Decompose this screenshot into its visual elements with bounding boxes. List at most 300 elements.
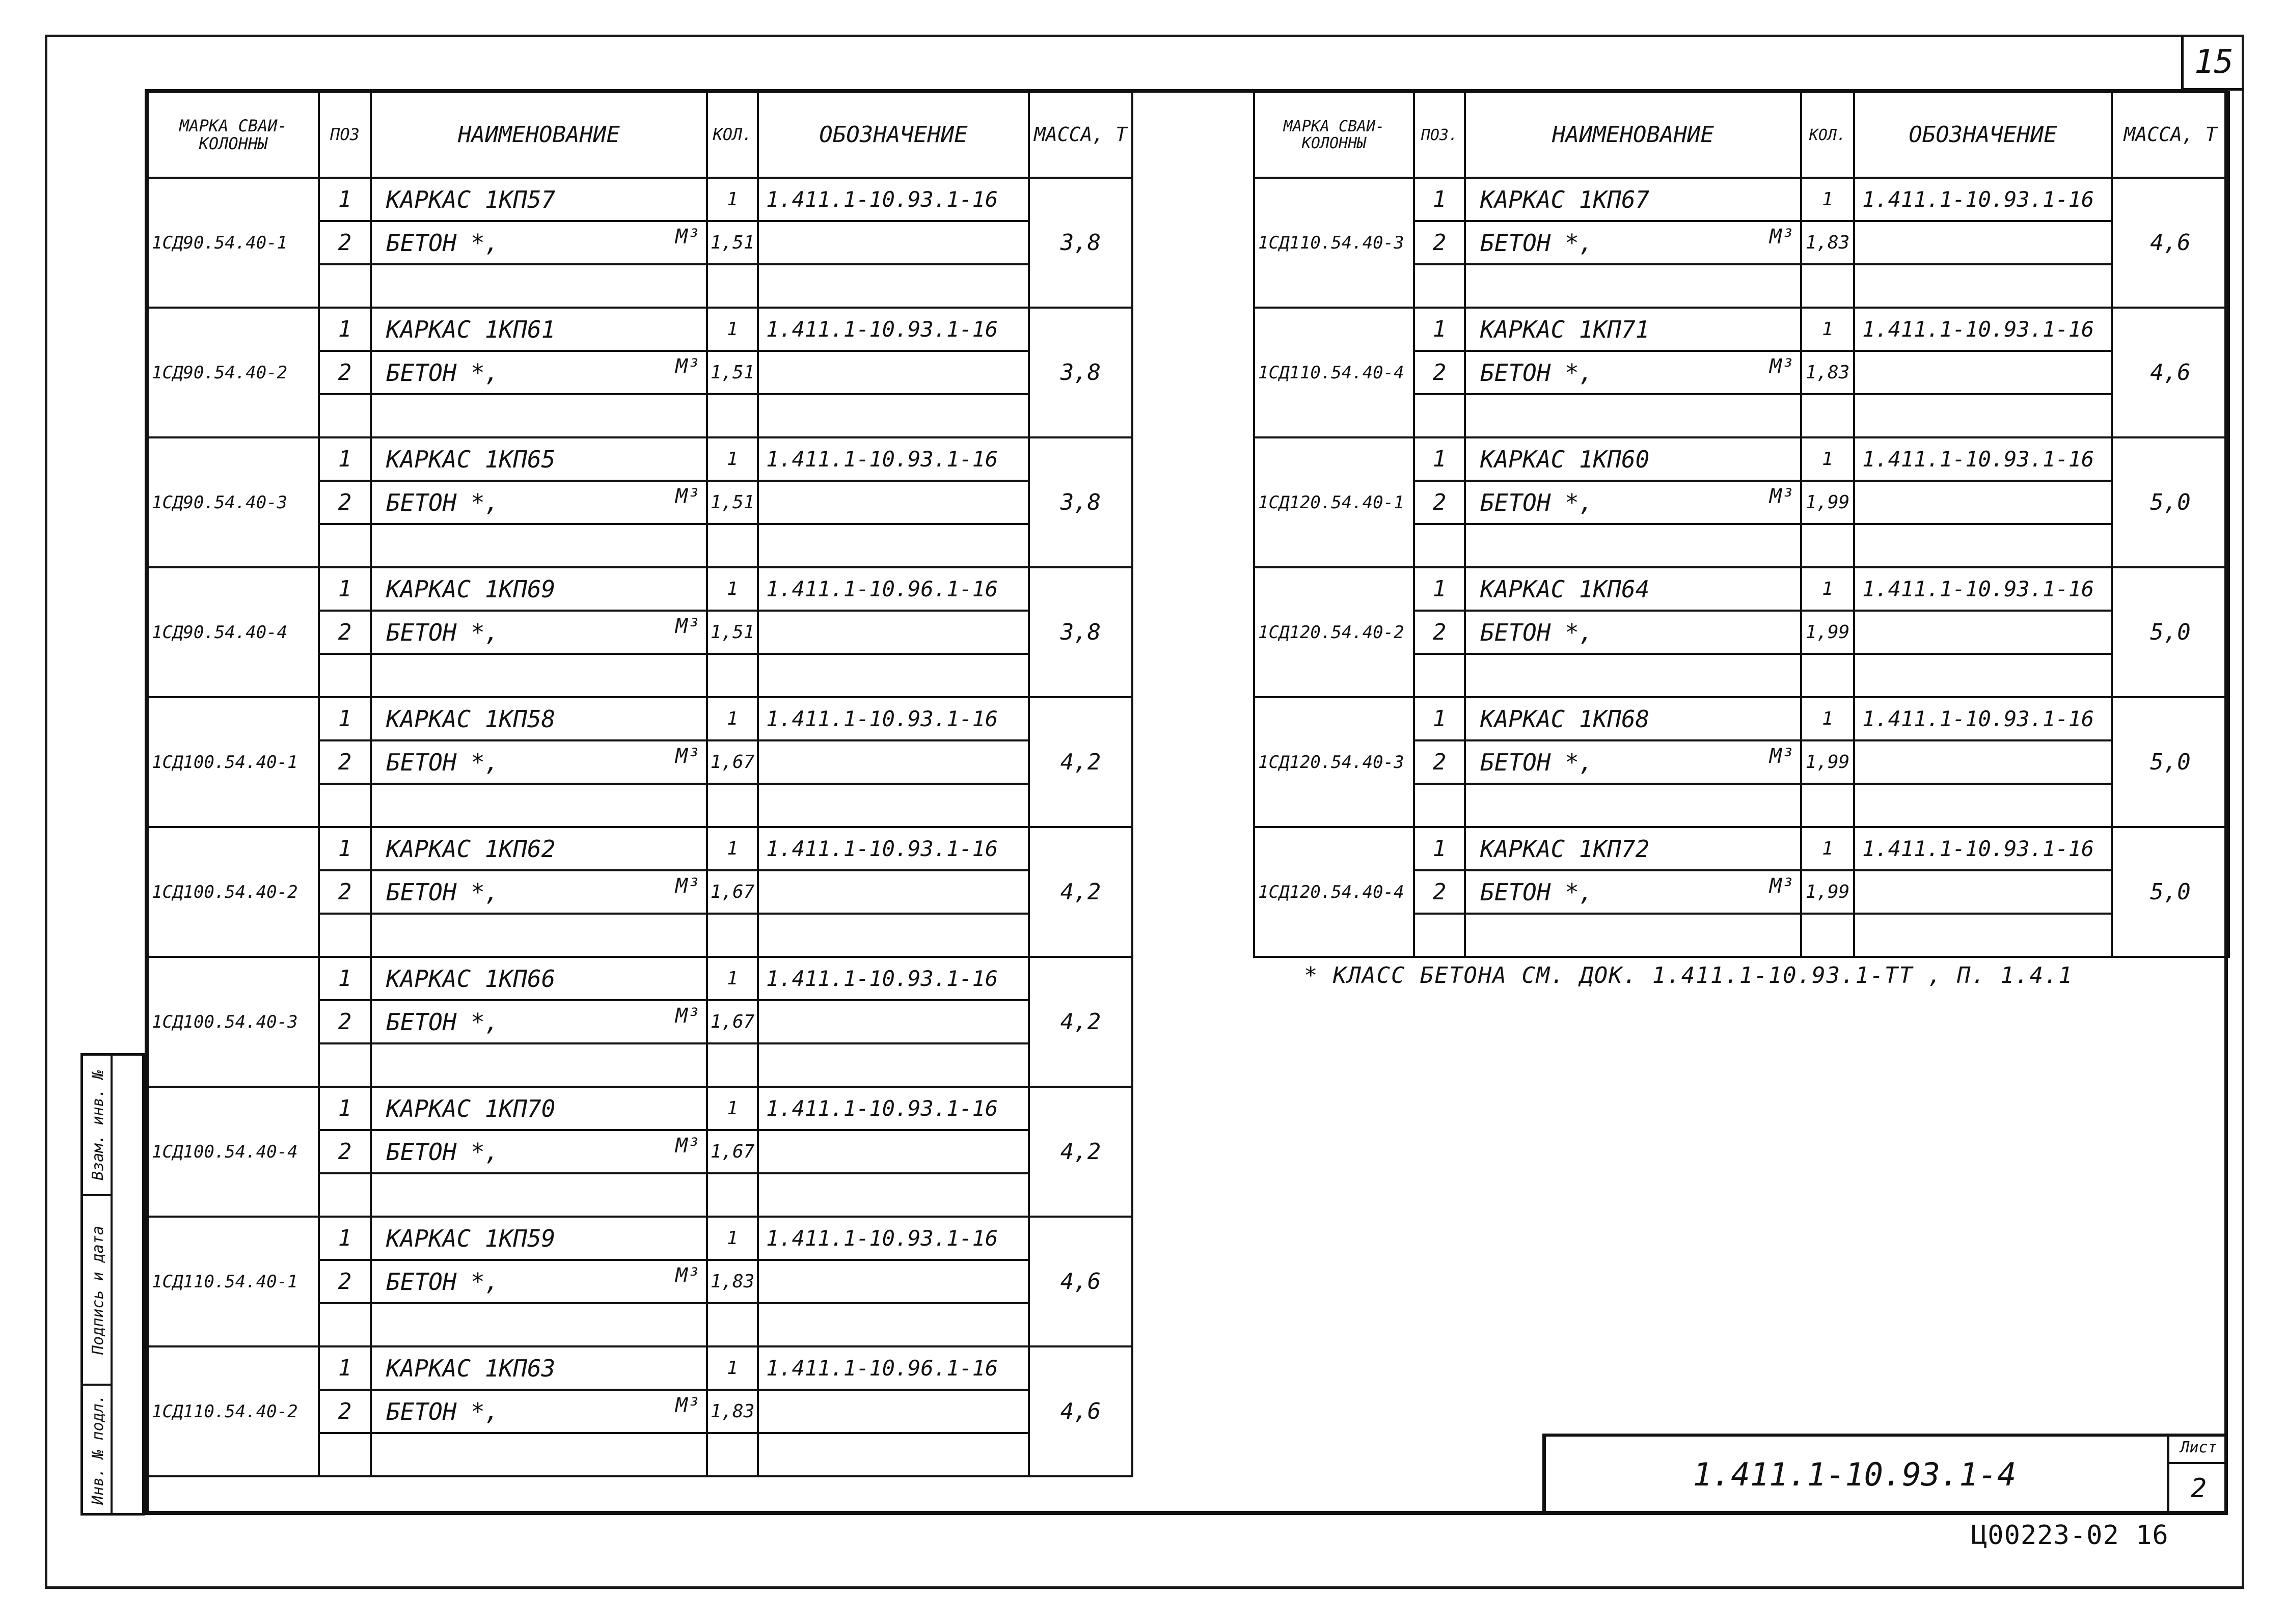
item-designation-empty (758, 654, 1029, 697)
item-quantity: 1 (707, 437, 758, 481)
column-mark: 1СД110.54.40-4 (1254, 308, 1414, 437)
item-name-text: КАРКАС 1КП65 (386, 445, 556, 473)
item-name (1465, 740, 1801, 784)
item-quantity: 1,83 (707, 1260, 758, 1303)
header-mass: МАССА, Т (2112, 92, 2229, 178)
side-stamp-label: Инв. № подл. (89, 1394, 107, 1505)
position-number-empty (319, 784, 371, 827)
item-name (1465, 481, 1801, 524)
item-quantity: 1 (1801, 308, 1854, 351)
item-quantity: 1,99 (1801, 740, 1854, 784)
header-qty: КОЛ. (1801, 92, 1854, 178)
position-number: 1 (319, 957, 371, 1000)
item-designation (758, 1260, 1029, 1303)
item-name-text: КАРКАС 1КП61 (386, 315, 556, 343)
item-quantity: 1,99 (1801, 611, 1854, 654)
spec-row (1254, 178, 2229, 221)
item-name (371, 611, 707, 654)
item-name (371, 740, 707, 784)
item-name-text: КАРКАС 1КП70 (386, 1094, 556, 1122)
item-designation (758, 1390, 1029, 1433)
item-quantity-empty (1801, 394, 1854, 437)
item-designation-empty (758, 524, 1029, 567)
item-name-text: БЕТОН *, (1480, 229, 1593, 257)
position-number-empty (1414, 264, 1465, 308)
position-number-empty (319, 264, 371, 308)
position-number-empty (1414, 394, 1465, 437)
item-quantity: 1,99 (1801, 481, 1854, 524)
item-name-empty (371, 914, 707, 957)
side-stamp-label: Взам. инв. № (89, 1069, 107, 1180)
item-designation (1854, 221, 2112, 264)
position-number: 2 (319, 1130, 371, 1173)
item-quantity: 1 (1801, 827, 1854, 870)
item-designation: 1.411.1-10.93.1-16 (758, 437, 1029, 481)
position-number-empty (319, 394, 371, 437)
item-quantity: 1 (707, 957, 758, 1000)
item-unit: М³ (1769, 745, 1794, 768)
item-name (371, 221, 707, 264)
position-number: 1 (1414, 178, 1465, 221)
item-quantity: 1,83 (707, 1390, 758, 1433)
column-mark: 1СД110.54.40-1 (148, 1217, 319, 1346)
sheet-number: 15 (2181, 36, 2244, 91)
item-name (371, 957, 707, 1000)
spec-row (1254, 827, 2229, 870)
item-quantity: 1 (707, 1217, 758, 1260)
position-number: 2 (319, 870, 371, 914)
spec-row (1254, 697, 2229, 740)
item-designation-empty (1854, 784, 2112, 827)
item-designation (758, 870, 1029, 914)
item-designation (758, 1000, 1029, 1043)
item-name-empty (371, 394, 707, 437)
item-name (371, 1346, 707, 1390)
side-stamp-cell (83, 1386, 113, 1513)
column-mark: 1СД100.54.40-2 (148, 827, 319, 957)
position-number: 2 (319, 1390, 371, 1433)
header-pos: ПОЗ (319, 92, 371, 178)
item-name-text: БЕТОН *, (386, 488, 499, 516)
item-name (1465, 437, 1801, 481)
item-name-text: БЕТОН *, (1480, 488, 1593, 516)
item-mass: 4,6 (2112, 308, 2229, 437)
position-number: 1 (319, 827, 371, 870)
item-quantity: 1 (1801, 437, 1854, 481)
spec-row (148, 1217, 1132, 1260)
item-designation (1854, 870, 2112, 914)
position-number: 2 (319, 1000, 371, 1043)
item-designation: 1.411.1-10.93.1-16 (758, 697, 1029, 740)
item-name-text: КАРКАС 1КП58 (386, 705, 556, 733)
item-quantity-empty (707, 394, 758, 437)
item-name (371, 1260, 707, 1303)
item-mass: 5,0 (2112, 827, 2229, 957)
item-designation: 1.411.1-10.93.1-16 (758, 957, 1029, 1000)
item-designation-empty (758, 1303, 1029, 1346)
item-name-empty (371, 1173, 707, 1217)
side-stamp-cell (83, 1056, 113, 1196)
item-name-empty (1465, 264, 1801, 308)
item-name (371, 1390, 707, 1433)
spec-row (148, 827, 1132, 870)
item-designation-empty (1854, 654, 2112, 697)
item-name-empty (371, 524, 707, 567)
spec-table-right (1253, 91, 2230, 958)
item-name (371, 870, 707, 914)
item-quantity: 1,67 (707, 1000, 758, 1043)
item-unit: М³ (675, 1264, 700, 1287)
sheet-label: Лист (2169, 1434, 2228, 1464)
spec-row (148, 308, 1132, 351)
item-designation: 1.411.1-10.93.1-16 (1854, 178, 2112, 221)
position-number: 2 (319, 1260, 371, 1303)
header-mark: МАРКА СВАИ-КОЛОННЫ (148, 92, 319, 178)
item-designation-empty (758, 914, 1029, 957)
item-quantity-empty (1801, 654, 1854, 697)
header-qty: КОЛ. (707, 92, 758, 178)
position-number-empty (319, 1303, 371, 1346)
item-name (371, 351, 707, 394)
item-designation-empty (758, 264, 1029, 308)
item-unit: М³ (675, 355, 700, 378)
column-mark: 1СД110.54.40-2 (148, 1346, 319, 1476)
spec-row (1254, 437, 2229, 481)
item-name-text: КАРКАС 1КП60 (1480, 445, 1650, 473)
item-mass: 5,0 (2112, 437, 2229, 567)
item-quantity: 1,67 (707, 740, 758, 784)
item-name-text: КАРКАС 1КП68 (1480, 705, 1650, 733)
item-name-text: БЕТОН *, (1480, 359, 1593, 387)
item-quantity-empty (707, 914, 758, 957)
position-number: 1 (319, 1346, 371, 1390)
position-number: 2 (319, 740, 371, 784)
side-stamp (80, 1053, 145, 1516)
item-mass: 4,2 (1029, 697, 1132, 827)
column-mark: 1СД100.54.40-3 (148, 957, 319, 1087)
item-name (371, 1217, 707, 1260)
sheet-cell (2167, 1434, 2228, 1515)
item-name (1465, 221, 1801, 264)
item-designation-empty (1854, 264, 2112, 308)
item-quantity: 1,67 (707, 1130, 758, 1173)
item-name (371, 481, 707, 524)
column-mark: 1СД120.54.40-1 (1254, 437, 1414, 567)
footnote: * КЛАСС БЕТОНА СМ. ДОК. 1.411.1-10.93.1-ТТ , П. 1.4.1 (1304, 962, 2073, 988)
position-number: 1 (319, 1087, 371, 1130)
item-name-text: БЕТОН *, (386, 229, 499, 257)
item-designation-empty (758, 1173, 1029, 1217)
item-quantity-empty (707, 1303, 758, 1346)
position-number: 2 (319, 611, 371, 654)
item-mass: 3,8 (1029, 437, 1132, 567)
item-unit: М³ (1769, 225, 1794, 249)
item-designation: 1.411.1-10.93.1-16 (758, 1087, 1029, 1130)
item-quantity-empty (707, 1433, 758, 1476)
position-number-empty (1414, 524, 1465, 567)
item-mass: 4,2 (1029, 1087, 1132, 1217)
item-name (1465, 827, 1801, 870)
item-designation: 1.411.1-10.93.1-16 (1854, 697, 2112, 740)
position-number: 2 (1414, 870, 1465, 914)
side-stamp-labels (83, 1056, 113, 1513)
item-designation-empty (1854, 524, 2112, 567)
spec-row (1254, 308, 2229, 351)
item-name-empty (371, 1433, 707, 1476)
position-number: 1 (1414, 567, 1465, 611)
position-number-empty (319, 524, 371, 567)
item-name-text: КАРКАС 1КП63 (386, 1354, 556, 1382)
item-name-text: КАРКАС 1КП59 (386, 1224, 556, 1252)
item-designation-empty (758, 1043, 1029, 1087)
item-designation: 1.411.1-10.93.1-16 (758, 827, 1029, 870)
item-quantity: 1 (707, 1087, 758, 1130)
item-name-text: БЕТОН *, (386, 1397, 499, 1425)
item-designation (758, 1130, 1029, 1173)
item-designation: 1.411.1-10.93.1-16 (1854, 308, 2112, 351)
item-name-text: БЕТОН *, (386, 1268, 499, 1296)
position-number: 2 (1414, 221, 1465, 264)
item-name-text: БЕТОН *, (386, 878, 499, 906)
item-quantity: 1 (1801, 697, 1854, 740)
item-quantity: 1 (1801, 567, 1854, 611)
item-quantity: 1 (707, 1346, 758, 1390)
item-name-empty (371, 1303, 707, 1346)
item-quantity-empty (1801, 784, 1854, 827)
item-designation: 1.411.1-10.93.1-16 (758, 308, 1029, 351)
spec-row (148, 567, 1132, 611)
item-name (371, 567, 707, 611)
position-number: 1 (1414, 697, 1465, 740)
spec-row (148, 178, 1132, 221)
sheet-page-number: 2 (2190, 1473, 2207, 1504)
position-number-empty (319, 1433, 371, 1476)
position-number-empty (1414, 784, 1465, 827)
header-designation: ОБОЗНАЧЕНИЕ (758, 92, 1029, 178)
item-name-empty (371, 654, 707, 697)
item-mass: 4,2 (1029, 827, 1132, 957)
position-number-empty (319, 914, 371, 957)
item-designation-empty (1854, 914, 2112, 957)
item-unit: М³ (1769, 355, 1794, 378)
item-name (1465, 308, 1801, 351)
item-name-empty (371, 784, 707, 827)
item-quantity: 1 (707, 178, 758, 221)
item-name (371, 178, 707, 221)
position-number: 2 (319, 221, 371, 264)
item-quantity-empty (707, 1173, 758, 1217)
item-designation (758, 740, 1029, 784)
item-designation-empty (758, 784, 1029, 827)
item-name-text: КАРКАС 1КП66 (386, 965, 556, 993)
item-quantity-empty (707, 524, 758, 567)
header-pos: ПОЗ. (1414, 92, 1465, 178)
item-quantity: 1,51 (707, 611, 758, 654)
item-name-text: БЕТОН *, (386, 1138, 499, 1166)
item-quantity: 1,67 (707, 870, 758, 914)
item-name (1465, 697, 1801, 740)
spec-row (148, 697, 1132, 740)
item-mass: 5,0 (2112, 697, 2229, 827)
column-mark: 1СД100.54.40-1 (148, 697, 319, 827)
item-quantity-empty (707, 784, 758, 827)
spec-row (148, 1087, 1132, 1130)
position-number-empty (319, 1043, 371, 1087)
item-name-text: КАРКАС 1КП71 (1480, 315, 1650, 343)
item-unit: М³ (675, 1134, 700, 1158)
item-unit: М³ (1769, 874, 1794, 898)
position-number-empty (1414, 654, 1465, 697)
item-name-text: БЕТОН *, (1480, 618, 1593, 646)
item-mass: 4,6 (1029, 1346, 1132, 1476)
item-designation-empty (758, 1433, 1029, 1476)
item-name-text: БЕТОН *, (386, 748, 499, 776)
item-name-text: КАРКАС 1КП62 (386, 835, 556, 863)
item-designation (758, 221, 1029, 264)
column-mark: 1СД120.54.40-2 (1254, 567, 1414, 697)
item-quantity-empty (1801, 524, 1854, 567)
item-name-text: КАРКАС 1КП57 (386, 185, 556, 213)
item-quantity: 1,51 (707, 221, 758, 264)
item-name-text: БЕТОН *, (386, 359, 499, 387)
position-number: 1 (319, 178, 371, 221)
position-number: 2 (319, 351, 371, 394)
position-number: 1 (1414, 437, 1465, 481)
item-name-text: БЕТОН *, (1480, 748, 1593, 776)
item-name-empty (1465, 654, 1801, 697)
position-number-empty (1414, 914, 1465, 957)
item-name-text: БЕТОН *, (386, 618, 499, 646)
item-quantity-empty (707, 1043, 758, 1087)
item-designation-empty (1854, 394, 2112, 437)
column-mark: 1СД120.54.40-4 (1254, 827, 1414, 957)
header-mass: МАССА, Т (1029, 92, 1132, 178)
item-designation (1854, 740, 2112, 784)
position-number: 2 (1414, 740, 1465, 784)
item-name-text: КАРКАС 1КП69 (386, 575, 556, 603)
item-quantity: 1,83 (1801, 351, 1854, 394)
column-mark: 1СД90.54.40-1 (148, 178, 319, 308)
column-mark: 1СД90.54.40-3 (148, 437, 319, 567)
column-mark: 1СД120.54.40-3 (1254, 697, 1414, 827)
item-unit: М³ (1769, 485, 1794, 508)
position-number: 1 (1414, 827, 1465, 870)
header-mark: МАРКА СВАИ-КОЛОННЫ (1254, 92, 1414, 178)
item-quantity: 1 (707, 697, 758, 740)
item-mass: 3,8 (1029, 178, 1132, 308)
item-name-empty (1465, 914, 1801, 957)
item-name-text: БЕТОН *, (1480, 878, 1593, 906)
item-name-text: КАРКАС 1КП64 (1480, 575, 1650, 603)
item-name (1465, 567, 1801, 611)
item-mass: 4,6 (2112, 178, 2229, 308)
item-name (371, 1130, 707, 1173)
header-name: НАИМЕНОВАНИЕ (371, 92, 707, 178)
item-name-empty (1465, 524, 1801, 567)
position-number: 1 (319, 697, 371, 740)
item-mass: 4,2 (1029, 957, 1132, 1087)
item-designation-empty (758, 394, 1029, 437)
item-unit: М³ (675, 874, 700, 898)
item-designation (1854, 481, 2112, 524)
item-name (371, 308, 707, 351)
position-number: 1 (319, 437, 371, 481)
item-designation: 1.411.1-10.93.1-16 (758, 1217, 1029, 1260)
column-mark: 1СД90.54.40-2 (148, 308, 319, 437)
spec-row (148, 957, 1132, 1000)
item-name-text: КАРКАС 1КП72 (1480, 835, 1650, 863)
spec-row (148, 1346, 1132, 1390)
item-quantity-empty (1801, 264, 1854, 308)
item-quantity-empty (707, 654, 758, 697)
position-number: 1 (319, 308, 371, 351)
item-designation (758, 611, 1029, 654)
spec-row (148, 437, 1132, 481)
item-name-text: БЕТОН *, (386, 1008, 499, 1036)
spec-row (1254, 567, 2229, 611)
item-mass: 5,0 (2112, 567, 2229, 697)
item-unit: М³ (675, 1004, 700, 1028)
item-unit: М³ (675, 745, 700, 768)
position-number-empty (319, 654, 371, 697)
position-number: 1 (319, 1217, 371, 1260)
item-unit: М³ (675, 485, 700, 508)
item-designation: 1.411.1-10.96.1-16 (758, 1346, 1029, 1390)
item-designation (758, 481, 1029, 524)
document-code: 1.411.1-10.93.1-4 (1693, 1455, 2017, 1493)
item-name (1465, 611, 1801, 654)
column-mark: 1СД110.54.40-3 (1254, 178, 1414, 308)
item-mass: 3,8 (1029, 308, 1132, 437)
item-designation (1854, 611, 2112, 654)
header-name: НАИМЕНОВАНИЕ (1465, 92, 1801, 178)
item-name-empty (371, 264, 707, 308)
item-quantity: 1 (1801, 178, 1854, 221)
header-designation: ОБОЗНАЧЕНИЕ (1854, 92, 2112, 178)
side-stamp-cell (83, 1196, 113, 1386)
position-number: 2 (1414, 481, 1465, 524)
position-number: 2 (319, 481, 371, 524)
item-designation: 1.411.1-10.96.1-16 (758, 567, 1029, 611)
position-number: 1 (1414, 308, 1465, 351)
position-number: 1 (319, 567, 371, 611)
position-number: 2 (1414, 351, 1465, 394)
item-mass: 4,6 (1029, 1217, 1132, 1346)
item-quantity: 1,99 (1801, 870, 1854, 914)
item-mass: 3,8 (1029, 567, 1132, 697)
item-designation: 1.411.1-10.93.1-16 (1854, 437, 2112, 481)
item-name (1465, 178, 1801, 221)
item-name (1465, 351, 1801, 394)
item-name-empty (1465, 394, 1801, 437)
column-mark: 1СД100.54.40-4 (148, 1087, 319, 1217)
footer-code: Ц00223-02 16 (1971, 1520, 2169, 1551)
column-mark: 1СД90.54.40-4 (148, 567, 319, 697)
item-quantity: 1 (707, 567, 758, 611)
item-name (371, 1087, 707, 1130)
item-designation (758, 351, 1029, 394)
item-quantity: 1 (707, 308, 758, 351)
item-unit: М³ (675, 1394, 700, 1417)
item-name (1465, 870, 1801, 914)
position-number: 2 (1414, 611, 1465, 654)
position-number-empty (319, 1173, 371, 1217)
item-designation (1854, 351, 2112, 394)
item-quantity: 1,51 (707, 351, 758, 394)
spec-table-left (147, 91, 1133, 1477)
item-quantity-empty (707, 264, 758, 308)
item-name (371, 437, 707, 481)
